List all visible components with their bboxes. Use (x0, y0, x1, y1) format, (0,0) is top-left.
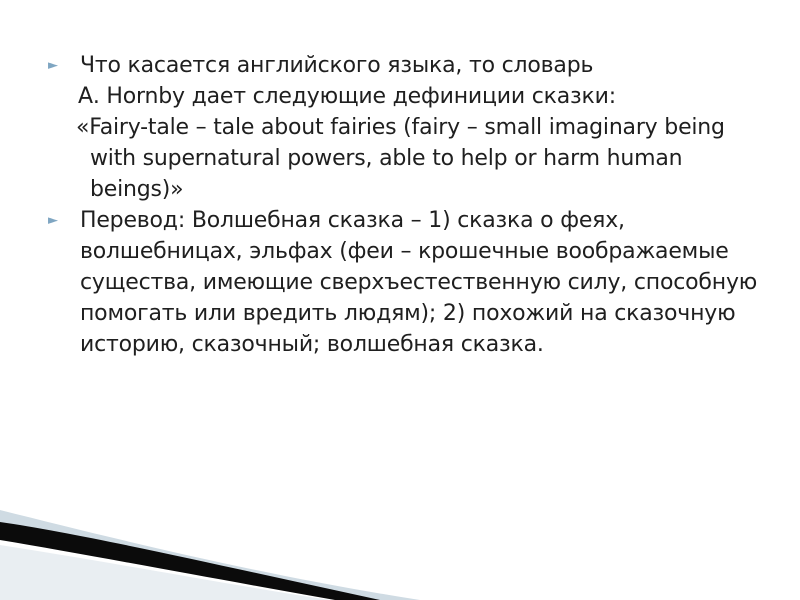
bullet-item-dictionary (48, 50, 768, 81)
continuation-definition (48, 112, 768, 205)
paragraph-text: Что касается английского языка, то словарь (80, 53, 594, 78)
triangle-bullet-icon: ► (48, 58, 58, 73)
paragraph-text: А. Hornby дает следующие дефиниции сказки: (78, 84, 616, 109)
corner-swoosh-decoration (0, 500, 800, 600)
triangle-bullet-icon: ► (48, 213, 58, 228)
bullet-item-translation (48, 205, 768, 360)
continuation-hornby (48, 81, 768, 112)
paragraph-text: «Fairy-tale – tale about fairies (fairy – small imaginary being with supernatural powers, able to help or harm human beings)» (76, 115, 725, 202)
slide-body (48, 50, 768, 360)
paragraph-text: Перевод: Волшебная сказка – 1) сказка о феях, волшебницах, эльфах (феи – крошечные воображаемые существа, имеющие сверхъестественную силу, способную помогать или вредить людям); 2) похожий на сказочную историю, сказочный; волшебная сказка. (80, 208, 758, 357)
